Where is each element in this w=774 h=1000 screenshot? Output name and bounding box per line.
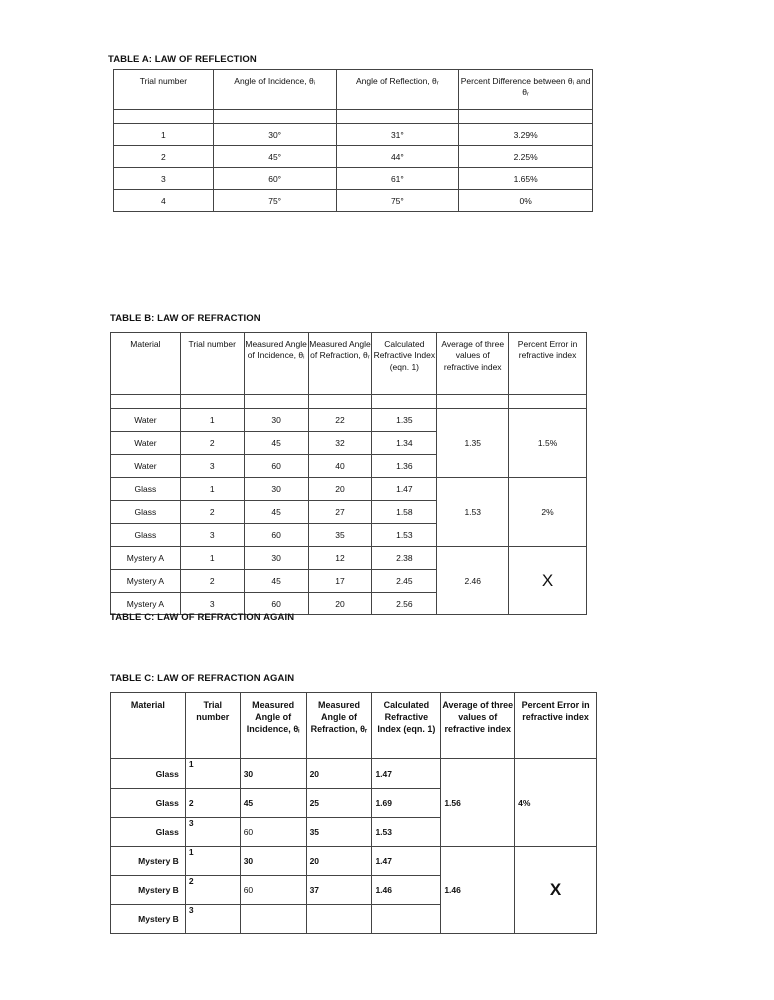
cell: Water [111, 455, 181, 478]
table-row [114, 190, 593, 212]
cell: 32 [308, 432, 372, 455]
table-c-header-refraction: Measured Angle of Refraction, θᵣ [306, 693, 372, 759]
cell: 30 [244, 547, 308, 570]
cell: 20 [308, 593, 372, 615]
table-c-header-index: Calculated Refractive Index (eqn. 1) [372, 693, 441, 759]
table-b-header-refraction: Measured Angle of Refraction, θᵣ [308, 333, 372, 395]
cell: 3 [185, 905, 240, 934]
table-a-header-incidence: Angle of Incidence, θᵢ [213, 70, 336, 110]
table-a-header-trial: Trial number [114, 70, 214, 110]
table-a-header-reflection: Angle of Reflection, θᵣ [336, 70, 459, 110]
cell: 45 [244, 570, 308, 593]
cell: Water [111, 409, 181, 432]
cell: Glass [111, 501, 181, 524]
cell: 1 [185, 847, 240, 876]
cell: 1 [114, 124, 214, 146]
cell: 3 [185, 818, 240, 847]
cell: 31° [336, 124, 459, 146]
table-b-header-material: Material [111, 333, 181, 395]
cell: 35 [308, 524, 372, 547]
average-cell: 1.53 [437, 478, 509, 547]
cell: Mystery B [111, 876, 186, 905]
table-c-header-material: Material [111, 693, 186, 759]
cell: 20 [306, 759, 372, 789]
cell: 4 [114, 190, 214, 212]
cell: 20 [308, 478, 372, 501]
cell: 3 [180, 593, 244, 615]
table-c-header-incidence: Measured Angle of Incidence, θᵢ [240, 693, 306, 759]
cell: 1.47 [372, 759, 441, 789]
cell: 2.25% [459, 146, 593, 168]
error-cell: X [515, 847, 597, 934]
cell: 30 [240, 847, 306, 876]
cell: 60 [240, 876, 306, 905]
table-row [114, 124, 593, 146]
cell: 37 [306, 876, 372, 905]
average-cell: 1.35 [437, 409, 509, 478]
cell [306, 905, 372, 934]
table-c [110, 692, 597, 934]
cell: 3 [180, 524, 244, 547]
cell: 75° [336, 190, 459, 212]
cell [240, 905, 306, 934]
cell: 1.47 [372, 847, 441, 876]
cell: 3 [114, 168, 214, 190]
table-b [110, 332, 587, 615]
cell: 1.58 [372, 501, 437, 524]
table-row [111, 409, 587, 432]
cell: 44° [336, 146, 459, 168]
table-c-header-error: Percent Error in refractive index [515, 693, 597, 759]
error-cell: X [509, 547, 587, 615]
cell: Glass [111, 789, 186, 818]
cell: 1.46 [372, 876, 441, 905]
error-cell: 1.5% [509, 409, 587, 478]
cell: 2.45 [372, 570, 437, 593]
error-cell: 2% [509, 478, 587, 547]
table-a-title: TABLE A: LAW OF REFLECTION [108, 54, 257, 65]
cell: Glass [111, 759, 186, 789]
cell: Water [111, 432, 181, 455]
cell: 2 [180, 501, 244, 524]
cell: 2.56 [372, 593, 437, 615]
cell: 1.47 [372, 478, 437, 501]
table-b-header-trial: Trial number [180, 333, 244, 395]
cell: 0% [459, 190, 593, 212]
table-b-header-error: Percent Error in refractive index [509, 333, 587, 395]
cell: 2 [185, 876, 240, 905]
cell: 60 [240, 818, 306, 847]
cell: 45 [244, 501, 308, 524]
cell: Mystery A [111, 570, 181, 593]
table-c-header-trial: Trial number [185, 693, 240, 759]
cell: 2 [185, 789, 240, 818]
table-row [111, 547, 587, 570]
cell: 1 [180, 409, 244, 432]
table-row [114, 168, 593, 190]
cell: 61° [336, 168, 459, 190]
cell: 1.69 [372, 789, 441, 818]
cell: 45° [213, 146, 336, 168]
cell: 75° [213, 190, 336, 212]
cell: 1.35 [372, 409, 437, 432]
error-cell: 4% [515, 759, 597, 847]
average-cell: 1.56 [441, 759, 515, 847]
cell: 45 [244, 432, 308, 455]
average-cell: 2.46 [437, 547, 509, 615]
cell: 1.34 [372, 432, 437, 455]
cell: 1.53 [372, 818, 441, 847]
cell: 2 [114, 146, 214, 168]
table-row [114, 146, 593, 168]
cell: Glass [111, 818, 186, 847]
table-row [111, 847, 597, 876]
cell: Mystery B [111, 847, 186, 876]
cell: 60 [244, 455, 308, 478]
table-b-header-average: Average of three values of refractive index [437, 333, 509, 395]
table-row [111, 759, 597, 789]
table-b-header-incidence: Measured Angle of Incidence, θᵢ [244, 333, 308, 395]
cell: 2.38 [372, 547, 437, 570]
average-cell: 1.46 [441, 847, 515, 934]
table-b-header-index: Calculated Refractive Index (eqn. 1) [372, 333, 437, 395]
cell: 60° [213, 168, 336, 190]
table-c-header-average: Average of three values of refractive index [441, 693, 515, 759]
cell: 60 [244, 524, 308, 547]
cell: 35 [306, 818, 372, 847]
cell: 45 [240, 789, 306, 818]
cell: 27 [308, 501, 372, 524]
cell: 1 [180, 478, 244, 501]
cell: 1.36 [372, 455, 437, 478]
cell: Mystery B [111, 905, 186, 934]
cell: 1.65% [459, 168, 593, 190]
table-row [111, 478, 587, 501]
cell: 12 [308, 547, 372, 570]
cell: 1 [180, 547, 244, 570]
cell: 25 [306, 789, 372, 818]
cell: 30 [244, 409, 308, 432]
cell: 20 [306, 847, 372, 876]
cell: Mystery A [111, 593, 181, 615]
cell: 1 [185, 759, 240, 789]
cell [372, 905, 441, 934]
cell: Mystery A [111, 547, 181, 570]
cell: 22 [308, 409, 372, 432]
table-c-title: TABLE C: LAW OF REFRACTION AGAIN [110, 673, 295, 684]
table-b-title: TABLE B: LAW OF REFRACTION [110, 313, 261, 324]
cell: 3.29% [459, 124, 593, 146]
cell: 30 [244, 478, 308, 501]
cell: Glass [111, 524, 181, 547]
cell: 30° [213, 124, 336, 146]
table-a [113, 69, 593, 212]
table-b-footer-caption: TABLE C: LAW OF REFRACTION AGAIN [110, 612, 295, 623]
cell: 3 [180, 455, 244, 478]
cell: 40 [308, 455, 372, 478]
cell: 2 [180, 432, 244, 455]
cell: 1.53 [372, 524, 437, 547]
table-a-header-percent-diff: Percent Difference between θᵢ and θᵣ [459, 70, 593, 110]
cell: 2 [180, 570, 244, 593]
cell: 60 [244, 593, 308, 615]
cell: Glass [111, 478, 181, 501]
cell: 17 [308, 570, 372, 593]
cell: 30 [240, 759, 306, 789]
